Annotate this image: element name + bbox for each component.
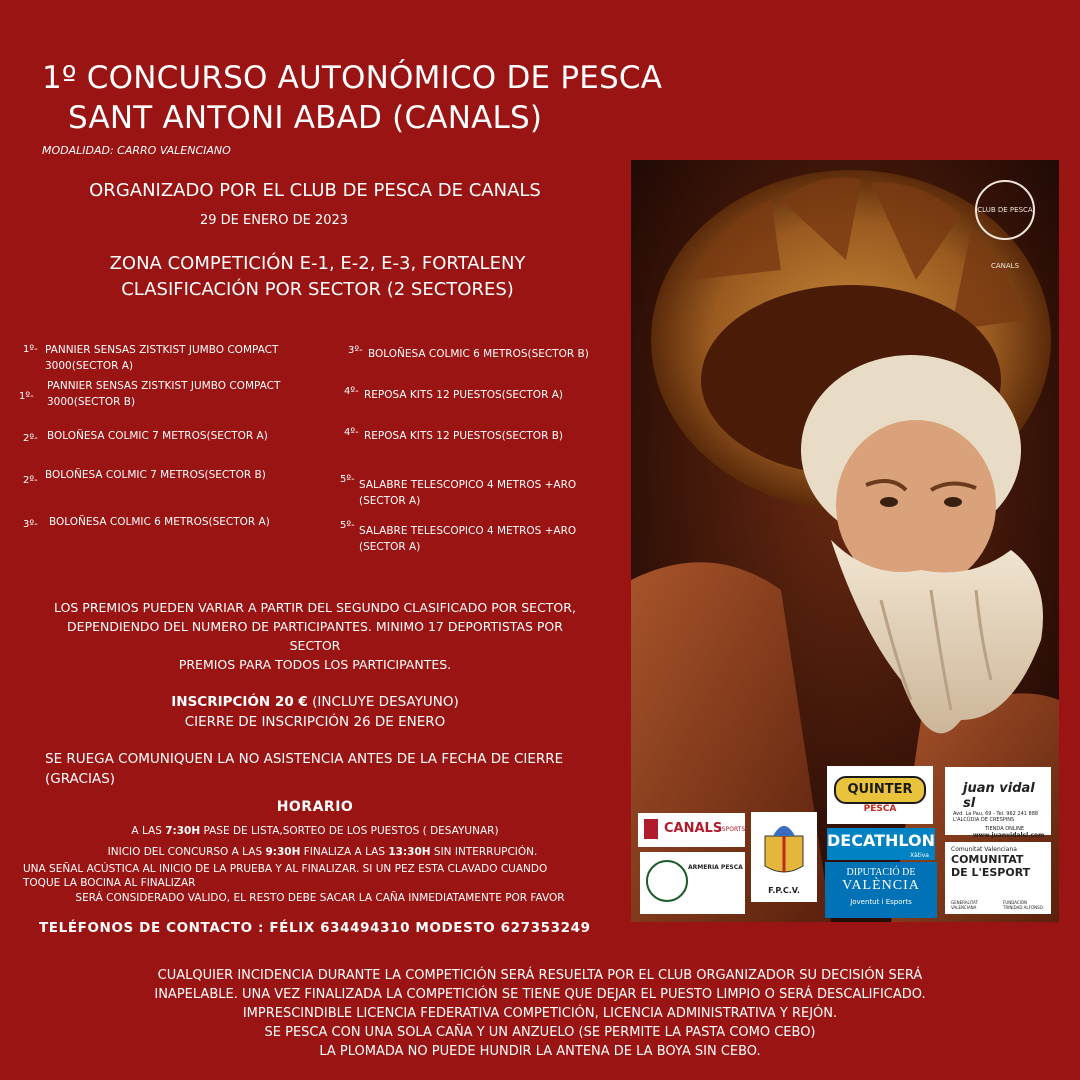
quinter-pesca-logo xyxy=(827,766,933,824)
premios-line1: LOS PREMIOS PUEDEN VARIAR A PARTIR DEL SEGUNDO CLASIFICADO POR SECTOR, xyxy=(54,600,576,615)
inscripcion-label: INSCRIPCIÓN 20 € xyxy=(171,694,308,710)
canals-esports-logo xyxy=(638,813,745,847)
prize-item: BOLOÑESA COLMIC 7 METROS(SECTOR B) xyxy=(45,469,266,481)
zone-line1: ZONA COMPETICIÓN E-1, E-2, E-3, FORTALENY xyxy=(109,253,526,274)
premios-note xyxy=(20,598,610,674)
footer-line5: LA PLOMADA NO PUEDE HUNDIR LA ANTENA DE LA BOYA SIN CEBO. xyxy=(319,1044,761,1059)
prize-rank: 4º- xyxy=(344,386,359,397)
horario-line1 xyxy=(20,823,610,840)
premios-line4: PREMIOS PARA TODOS LOS PARTICIPANTES. xyxy=(178,657,452,672)
horario-text: INICIO DEL CONCURSO A LAS xyxy=(107,846,266,858)
organizer-text: ORGANIZADO POR EL CLUB DE PESCA DE CANALS xyxy=(89,180,541,201)
ruega-line1: SE RUEGA COMUNIQUEN LA NO ASISTENCIA ANTES DE LA FECHA DE CIERRE xyxy=(45,751,564,767)
fpcv-logo xyxy=(751,812,817,902)
prize-rank: 5º- xyxy=(340,474,355,485)
juanvidal-address: Avd. La Pau, 69 - Tel. 962 241 888 xyxy=(953,811,1039,817)
horario-line4: TOQUE LA BOCINA AL FINALIZAR xyxy=(23,877,196,889)
prize-rank: 1º- xyxy=(19,391,34,402)
canals-shield-icon xyxy=(644,819,658,839)
decathlon-name: DECATHLON xyxy=(827,831,936,850)
footer-line4: SE PESCA CON UNA SOLA CAÑA Y UN ANZUELO (SE PERMITE LA PASTA COMO CEBO) xyxy=(264,1025,816,1040)
prize-item: SALABRE TELESCOPICO 4 METROS +ARO (SECTOR A) xyxy=(359,525,577,553)
event-date: 29 DE ENERO DE 2023 xyxy=(200,213,349,228)
ruega-note xyxy=(45,749,563,789)
horario-heading: HORARIO xyxy=(276,799,354,815)
quinter-name: QUINTER xyxy=(834,776,926,804)
prize-item: REPOSA KITS 12 PUESTOS(SECTOR B) xyxy=(364,430,564,442)
prize-item: PANNIER SENSAS ZISTKIST JUMBO COMPACT 3000(SECTOR B) xyxy=(47,380,281,408)
prize-item: BOLOÑESA COLMIC 7 METROS(SECTOR A) xyxy=(47,430,268,442)
ruega-line2: (GRACIAS) xyxy=(45,771,116,787)
horario-time: 7:30H xyxy=(165,825,201,837)
horario-line5: SERÁ CONSIDERADO VALIDO, EL RESTO DEBE SACAR LA CAÑA INMEDIATAMENTE POR FAVOR xyxy=(75,892,565,904)
cierre-inscripcion: CIERRE DE INSCRIPCIÓN 26 DE ENERO xyxy=(184,714,446,730)
premios-line2: DEPENDIENDO DEL NUMERO DE PARTICIPANTES. MINIMO 17 DEPORTISTAS POR xyxy=(67,619,563,634)
zone-line2: CLASIFICACIÓN POR SECTOR (2 SECTORES) xyxy=(121,279,514,300)
premios-line3: SECTOR xyxy=(289,638,341,653)
fundacion-label: FUNDACIÓN TRINIDAD ALFONSO xyxy=(1003,900,1043,910)
cv-line1: Comunitat Valenciana xyxy=(951,846,1017,853)
saint-statue-photo xyxy=(631,160,1059,922)
prize-item: BOLOÑESA COLMIC 6 METROS(SECTOR B) xyxy=(368,348,589,360)
poster-title-line2: SANT ANTONI ABAD (CANALS) xyxy=(68,100,543,136)
club-seal-text: CLUB DE PESCA CANALS xyxy=(977,206,1033,270)
gva-label: GENERALITAT VALENCIANA xyxy=(951,900,978,910)
footer-line2: INAPELABLE. UNA VEZ FINALIZADA LA COMPETICIÓN SE TIENE QUE DEJAR EL PUESTO LIMPIO O SERÁ DESCALIFICADO. xyxy=(154,987,926,1002)
prize-item: PANNIER SENSAS ZISTKIST JUMBO COMPACT 3000(SECTOR A) xyxy=(45,344,279,372)
horario-text: A LAS xyxy=(131,825,166,837)
juanvidal-name: juan vidal sl xyxy=(963,781,1035,811)
diputacio-line3: Joventut i Esports xyxy=(850,898,912,906)
prize-rank: 2º- xyxy=(23,475,38,486)
prize-rank: 3º- xyxy=(23,519,38,530)
canals-name: CANALS xyxy=(664,821,723,836)
armeria-seal-icon xyxy=(646,860,688,902)
cv-line3: DE L'ESPORT xyxy=(951,866,1031,879)
decathlon-sub: Xàtiva xyxy=(909,852,929,859)
horario-text: PASE DE LISTA,SORTEO DE LOS PUESTOS ( DESAYUNAR) xyxy=(200,825,499,837)
prize-rank: 3º- xyxy=(348,345,363,356)
horario-text: SIN INTERRUPCIÓN. xyxy=(430,846,538,858)
footer-line3: IMPRESCINDIBLE LICENCIA FEDERATIVA COMPETICIÓN, LICENCIA ADMINISTRATIVA Y REJÓN. xyxy=(242,1006,838,1021)
footer-line1: CUALQUIER INCIDENCIA DURANTE LA COMPETICIÓN SERÁ RESUELTA POR EL CLUB ORGANIZADOR SU DECISIÓN SERÁ xyxy=(157,968,923,983)
horario-time: 9:30H xyxy=(265,846,301,858)
horario-time: 13:30H xyxy=(388,846,431,858)
diputacio-line1: DIPUTACIÓ DE xyxy=(846,867,916,878)
horario-line2 xyxy=(20,844,625,861)
inscripcion-note: (INCLUYE DESAYUNO) xyxy=(312,694,459,710)
prize-rank: 1º- xyxy=(23,344,38,355)
cv-line2: COMUNITAT xyxy=(951,853,1024,866)
footer-rules xyxy=(0,966,1080,1061)
armeria-pesca-logo xyxy=(640,852,745,914)
fpcv-shield-icon xyxy=(751,812,817,882)
fpcv-name: F.P.C.V. xyxy=(768,886,800,895)
modalidad-label: MODALIDAD: CARRO VALENCIANO xyxy=(42,144,231,157)
prize-item: BOLOÑESA COLMIC 6 METROS(SECTOR A) xyxy=(49,516,270,528)
prize-rank: 5º- xyxy=(340,520,355,531)
prize-rank: 2º- xyxy=(23,433,38,444)
club-seal-logo xyxy=(975,180,1035,270)
juanvidal-city: L'ALCÚDIA DE CRESPINS xyxy=(953,817,1015,823)
juanvidal-web: www.juanvidalsl.com xyxy=(973,832,1045,839)
comunitat-esport-logo xyxy=(945,842,1051,914)
juanvidal-shop: TIENDA ONLINE xyxy=(985,826,1025,832)
prize-item: REPOSA KITS 12 PUESTOS(SECTOR A) xyxy=(364,389,563,401)
prize-rank: 4º- xyxy=(344,427,359,438)
armeria-name: ARMERIA PESCA xyxy=(688,864,743,871)
diputacio-line2: VALÈNCIA xyxy=(842,878,920,893)
canals-sub: ESPORTS xyxy=(718,826,746,833)
inscripcion-line xyxy=(20,694,610,710)
horario-line3: UNA SEÑAL ACÚSTICA AL INICIO DE LA PRUEBA Y AL FINALIZAR. SI UN PEZ ESTA CLAVADO CUANDO xyxy=(23,863,548,875)
contact-phones: TELÉFONOS DE CONTACTO : FÉLIX 634494310 MODESTO 627353249 xyxy=(39,920,591,936)
horario-text: FINALIZA A LAS xyxy=(300,846,389,858)
decathlon-logo xyxy=(827,828,935,860)
poster-title-line1: 1º CONCURSO AUTONÓMICO DE PESCA xyxy=(42,60,663,96)
juan-vidal-logo xyxy=(945,767,1051,839)
diputacio-valencia-logo xyxy=(825,862,937,918)
prize-item: SALABRE TELESCOPICO 4 METROS +ARO (SECTOR A) xyxy=(359,479,577,507)
zone-info xyxy=(30,251,605,303)
quinter-sub: PESCA xyxy=(863,804,897,814)
